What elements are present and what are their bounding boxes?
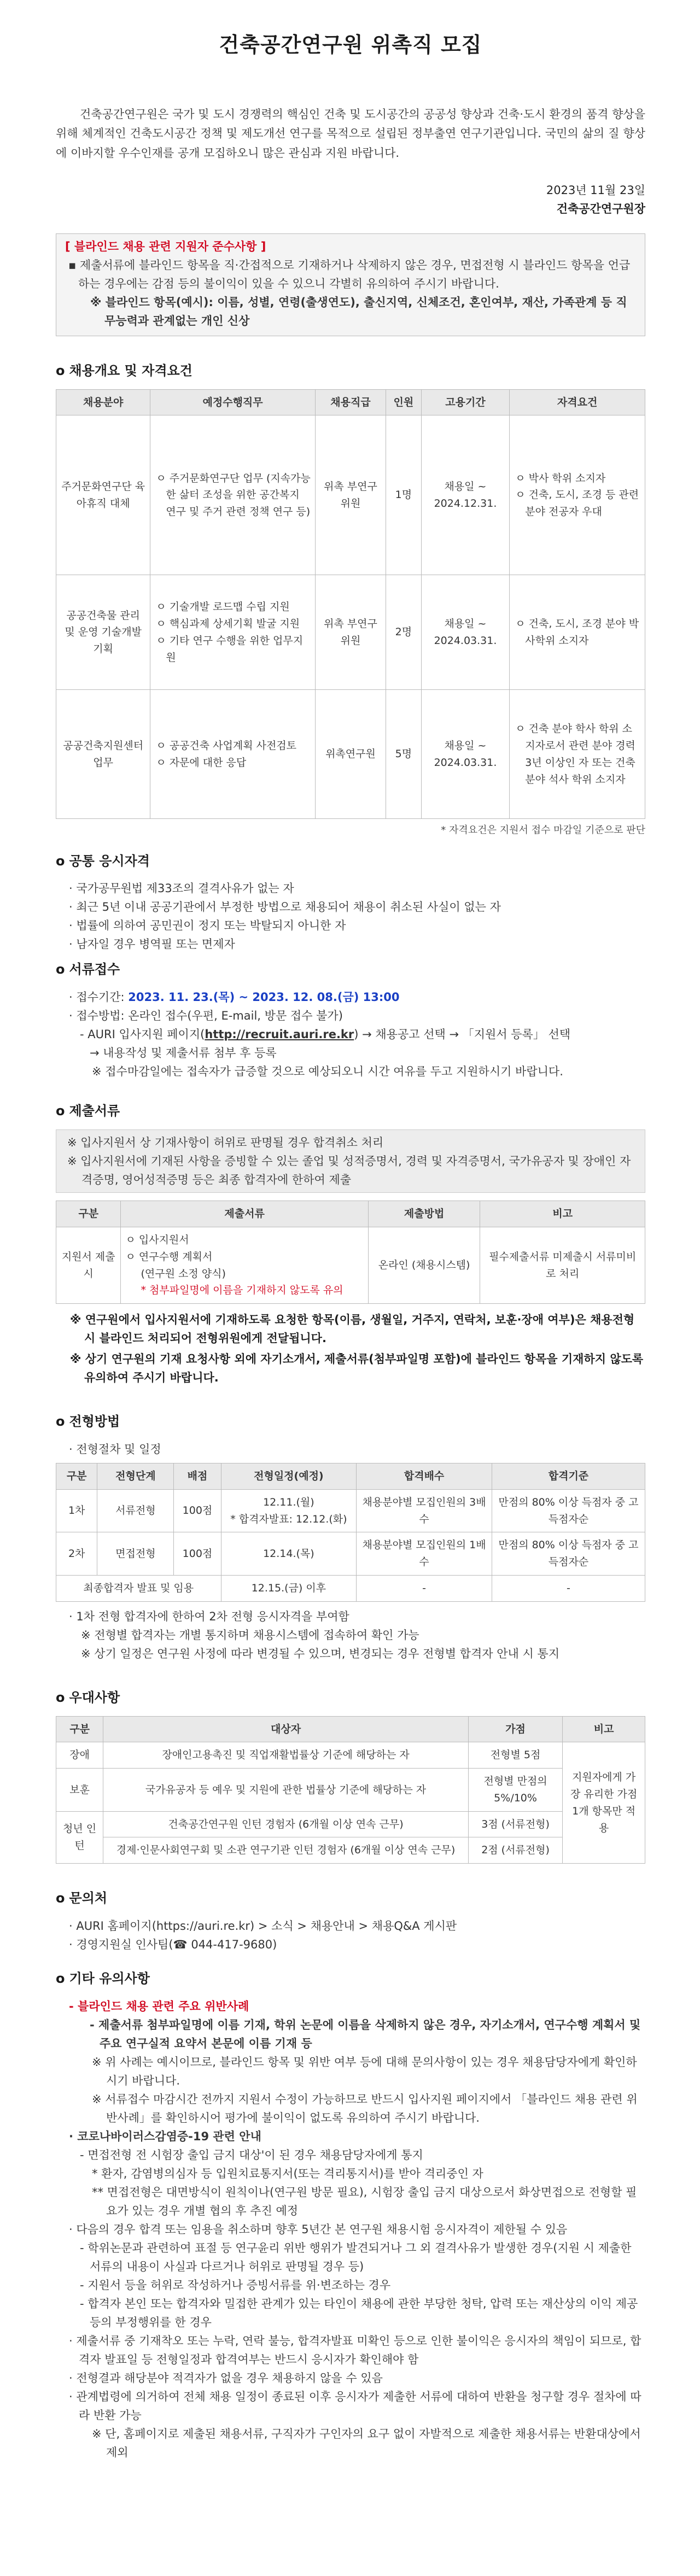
blind-notice-box	[56, 233, 645, 336]
table-header: 구분	[56, 1716, 103, 1742]
table-header: 인원	[386, 389, 422, 415]
table-header: 자격요건	[510, 389, 645, 415]
selection-note: ※ 상기 일정은 연구원 사정에 따라 변경될 수 있으며, 변경되는 경우 전형별 합격자 안내 시 통지	[81, 1647, 559, 1660]
section-selection-title: o 전형방법	[56, 1414, 120, 1430]
application-period: · 접수기간: 2023. 11. 23.(목) ~ 2023. 12. 08.(금) 13:00	[69, 991, 400, 1004]
table-header: 구분	[56, 1201, 121, 1227]
overview-table	[56, 389, 645, 819]
selection-subtitle: · 전형절차 및 일정	[69, 1443, 161, 1456]
auri-recruit-guide-cont: → 내용작성 및 제출서류 첨부 후 등록	[90, 1046, 277, 1060]
selection-table	[56, 1463, 645, 1602]
table-header: 가점	[468, 1716, 562, 1742]
table-row: 장애 장애인고용촉진 및 직업재활법률상 기준에 해당하는 자 전형별 5점 지원자에게 가장 유리한 가점 1개 항목만 적용	[56, 1742, 645, 1769]
table-header: 비고	[480, 1201, 645, 1227]
intro-paragraph: 건축공간연구원은 국가 및 도시 경쟁력의 핵심인 건축 및 도시공간의 공공성 향상과 건축·도시 환경의 품격 향상을 위해 체계적인 건축도시공간 정책 및 제도개선 연구를 목적으로 설립된 정부출연 연구기관입니다. 국민의 삶의 질 향상에 이바지할 우수인재를 공개 모집하오니 많은 관심과 지원 바랍니다.	[56, 107, 645, 160]
table-row: 공공건축물 관리 및 운영 기술개발 기획 ㅇ 기술개발 로드맵 수립 지원 ㅇ 핵심과제 상세기획 발굴 지원 ㅇ 기타 연구 수행을 위한 업무지원 위촉 부연구위원 2명 채용일 ~ 2024.03.31. ㅇ 건축, 도시, 조경 분야 박사학위 소지자	[56, 575, 645, 690]
covid-head: · 코로나바이러스감염증-19 관련 안내	[69, 2130, 261, 2144]
table-row: 청년 인턴 건축공간연구원 인턴 경험자 (6개월 이상 연속 근무) 3점 (서류전형)	[56, 1811, 645, 1837]
table-header: 구분	[56, 1463, 97, 1490]
table-header: 채용분야	[56, 389, 150, 415]
etc-item: - 지원서 등을 허위로 작성하거나 증빙서류를 위·변조하는 경우	[80, 2279, 391, 2292]
etc-item: · 다음의 경우 합격 또는 임용을 취소하며 향후 5년간 본 연구원 채용시험 응시자격이 제한될 수 있음	[69, 2223, 568, 2237]
blind-warning-2: ※ 상기 연구원의 기재 요청사항 외에 자기소개서, 제출서류(첨부파일명 포함)에 블라인드 항목을 기재하지 않도록 유의하여 주시기 바랍니다.	[70, 1353, 644, 1385]
list-item: · 최근 5년 이내 공공기관에서 부정한 방법으로 채용되어 채용이 취소된 사실이 없는 자	[69, 900, 501, 914]
table-header: 예정수행직무	[150, 389, 316, 415]
table-row: 최종합격자 발표 및 임용 12.15.(금) 이후 - -	[56, 1575, 645, 1601]
selection-note: ※ 전형별 합격자는 개별 통지하며 채용시스템에 접속하여 확인 가능	[81, 1628, 419, 1642]
contact-item: · AURI 홈페이지(https://auri.re.kr) > 소식 > 채용안내 > 채용Q&A 게시판	[69, 1919, 457, 1933]
application-method: · 접수방법: 온라인 접수(우편, E-mail, 방문 접수 불가)	[69, 1009, 343, 1023]
list-item: · 법률에 의하여 공민권이 정지 또는 박탈되지 아니한 자	[69, 919, 346, 933]
table-header: 합격기준	[492, 1463, 645, 1490]
blind-violation-head: - 블라인드 채용 관련 주요 위반사례	[69, 2000, 249, 2013]
blind-notice-title: [ 블라인드 채용 관련 지원자 준수사항 ]	[65, 239, 266, 253]
table-header: 채용직급	[315, 389, 386, 415]
auri-recruit-guide: - AURI 입사지원 페이지(http://recruit.auri.re.kr) → 채용공고 선택 → 「지원서 등록」 선택	[80, 1028, 571, 1041]
etc-item: - 합격자 본인 또는 합격자와 밀접한 관계가 있는 타인이 채용에 관한 부당한 청탁, 압력 또는 재산상의 이익 제공 등의 부정행위를 한 경우	[80, 2297, 638, 2329]
section-preference-title: o 우대사항	[56, 1689, 120, 1705]
table-row: 경제·인문사회연구회 및 소관 연구기관 인턴 경험자 (6개월 이상 연속 근무) 2점 (서류전형)	[56, 1837, 645, 1864]
section-contact-title: o 문의처	[56, 1890, 108, 1906]
preference-table	[56, 1716, 645, 1864]
qualification-note: * 자격요건은 지원서 접수 마감일 기준으로 판단	[441, 824, 645, 836]
section-application-title: o 서류접수	[56, 962, 120, 977]
blind-notice-sub: ※ 블라인드 항목(예시): 이름, 성별, 연령(출생연도), 출신지역, 신체조건, 혼인여부, 재산, 가족관계 등 직무능력과 관계없는 개인 신상	[90, 295, 627, 327]
table-header: 합격배수	[357, 1463, 492, 1490]
covid-item: - 면접전형 전 시험장 출입 금지 대상'이 된 경우 채용담당자에게 통지	[80, 2148, 423, 2162]
contact-item: · 경영지원실 인사팀(☎ 044-417-9680)	[69, 1938, 277, 1952]
table-row: 주거문화연구단 육아휴직 대체 ㅇ 주거문화연구단 업무 (지속가능한 삶터 조성을 위한 공간복지 연구 및 주거 관련 정책 연구 등) 위촉 부연구위원 1명 채용일 ~ 2024.12.31. ㅇ 박사 학위 소지자 ㅇ 건축, 도시, 조경 등 관련 분야 전공자 우대	[56, 415, 645, 575]
table-row: 2차 면접전형 100점 12.14.(목) 채용분야별 모집인원의 1배수 만점의 80% 이상 득점자 중 고득점자순	[56, 1532, 645, 1576]
table-header: 제출방법	[368, 1201, 480, 1227]
blind-violation-case: - 제출서류 첨부파일명에 이름 기재, 학위 논문에 이름을 삭제하지 않은 경우, 자기소개서, 연구수행 계획서 및 주요 연구실적 요약서 본문에 이름 기재 등	[90, 2018, 641, 2051]
recruit-link[interactable]: http://recruit.auri.re.kr	[205, 1028, 354, 1041]
table-header: 제출서류	[121, 1201, 368, 1227]
section-etc-title: o 기타 유의사항	[56, 1971, 150, 1987]
etc-item: · 관계법령에 의거하여 전체 채용 일정이 종료된 이후 응시자가 제출한 서류에 대하여 반환을 청구할 경우 절차에 따라 반환 가능	[69, 2390, 641, 2422]
issuer: 건축공간연구원장	[556, 202, 645, 215]
table-header: 비고	[563, 1716, 645, 1742]
etc-note: ※ 위 사례는 예시이므로, 블라인드 항목 및 위반 여부 등에 대해 문의사항이 있는 경우 채용담당자에게 확인하시기 바랍니다.	[92, 2056, 637, 2088]
section-overview-title: o 채용개요 및 자격요건	[56, 362, 192, 378]
documents-notice-box: ※ 입사지원서 상 기재사항이 허위로 판명될 경우 합격취소 처리 ※ 입사지원서에 기재된 사항을 증빙할 수 있는 졸업 및 성적증명서, 경력 및 자격증명서, 국가유공자 및 장애인 자격증명, 영어성적증명 등은 최종 합격자에 한하여 제출	[56, 1129, 645, 1193]
covid-item: * 환자, 감염병의심자 등 입원치료통지서(또는 격리통지서)를 받아 격리중인 자	[92, 2167, 483, 2181]
table-row: 1차 서류전형 100점 12.11.(월) * 합격자발표: 12.12.(화) 채용분야별 모집인원의 3배수 만점의 80% 이상 득점자 중 고득점자순	[56, 1489, 645, 1532]
blind-warning-1: ※ 연구원에서 입사지원서에 기재하도록 요청한 항목(이름, 생월일, 거주지, 연락처, 보훈·장애 여부)은 채용전형 시 블라인드 처리되어 전형위원에게 전달됩니다.	[70, 1313, 635, 1345]
table-header: 전형일정(예정)	[221, 1463, 357, 1490]
covid-item: ** 면접전형은 대면방식이 원칙이나(연구원 방문 필요), 시험장 출입 금지 대상으로서 화상면접으로 전형할 필요가 있는 경우 개별 협의 후 추진 예정	[92, 2186, 637, 2218]
table-header: 고용기간	[421, 389, 510, 415]
etc-item: · 제출서류 중 기재착오 또는 누락, 연락 불능, 합격자발표 미확인 등으로 인한 불이익은 응시자의 책임이 되므로, 합격자 발표일 등 전형일정과 합격여부는 반드시 응시자가 확인해야 함	[69, 2334, 641, 2367]
list-item: · 남자일 경우 병역필 또는 면제자	[69, 938, 235, 951]
table-header: 배점	[174, 1463, 221, 1490]
etc-item: - 학위논문과 관련하여 표절 등 연구윤리 위반 행위가 발견되거나 그 외 결격사유가 발생한 경우(지원 시 제출한 서류의 내용이 사실과 다르거나 허위로 판명될 경우 등)	[80, 2241, 632, 2274]
documents-table	[56, 1201, 645, 1304]
table-row: 공공건축지원센터 업무 ㅇ 공공건축 사업계획 사전검토 ㅇ 자문에 대한 응답 위촉연구원 5명 채용일 ~ 2024.03.31. ㅇ 건축 분야 학사 학위 소지자로서 관련 분야 경력 3년 이상인 자 또는 건축 분야 석사 학위 소지자	[56, 690, 645, 819]
table-row: 보훈 국가유공자 등 예우 및 지원에 관한 법률상 기준에 해당하는 자 전형별 만점의 5%/10%	[56, 1769, 645, 1812]
table-row: 지원서 제출 시 ㅇ 입사지원서 ㅇ 연구수행 계획서 (연구원 소정 양식) * 첨부파일명에 이름을 기재하지 않도록 유의 온라인 (채용시스템) 필수제출서류 미제출시 서류미비로 처리	[56, 1227, 645, 1304]
section-common-qual-title: o 공통 응시자격	[56, 853, 150, 869]
etc-item: · 전형결과 해당분야 적격자가 없을 경우 채용하지 않을 수 있음	[69, 2372, 383, 2385]
section-documents-title: o 제출서류	[56, 1103, 120, 1119]
etc-item: ※ 단, 홈페이지로 제출된 채용서류, 구직자가 구인자의 요구 없이 자발적으로 제출한 채용서류는 반환대상에서 제외	[92, 2427, 641, 2460]
table-header: 대상자	[103, 1716, 469, 1742]
selection-note: · 1차 전형 합격자에 한하여 2차 전형 응시자격을 부여함	[69, 1609, 349, 1623]
page-title: 건축공간연구원 위촉직 모집	[219, 33, 482, 57]
list-item: · 국가공무원법 제33조의 결격사유가 없는 자	[69, 882, 294, 895]
blind-notice-item: ▪ 제출서류에 블라인드 항목을 직·간접적으로 기재하거나 삭제하지 않은 경우, 면접전형 시 블라인드 항목을 언급하는 경우에는 감점 등의 불이익이 있을 수 있으니 각별히 유의하여 주시기 바랍니다.	[68, 258, 631, 290]
table-header: 전형단계	[97, 1463, 174, 1490]
etc-note: ※ 서류접수 마감시간 전까지 지원서 수정이 가능하므로 반드시 입사지원 페이지에서 「블라인드 채용 관련 위반사례」를 확인하시어 평가에 불이익이 없도록 유의하여 주시기 바랍니다.	[92, 2093, 638, 2125]
post-date: 2023년 11월 23일	[546, 183, 645, 197]
application-note: ※ 접수마감일에는 접속자가 급증할 것으로 예상되오니 시간 여유를 두고 지원하시기 바랍니다.	[92, 1065, 563, 1079]
